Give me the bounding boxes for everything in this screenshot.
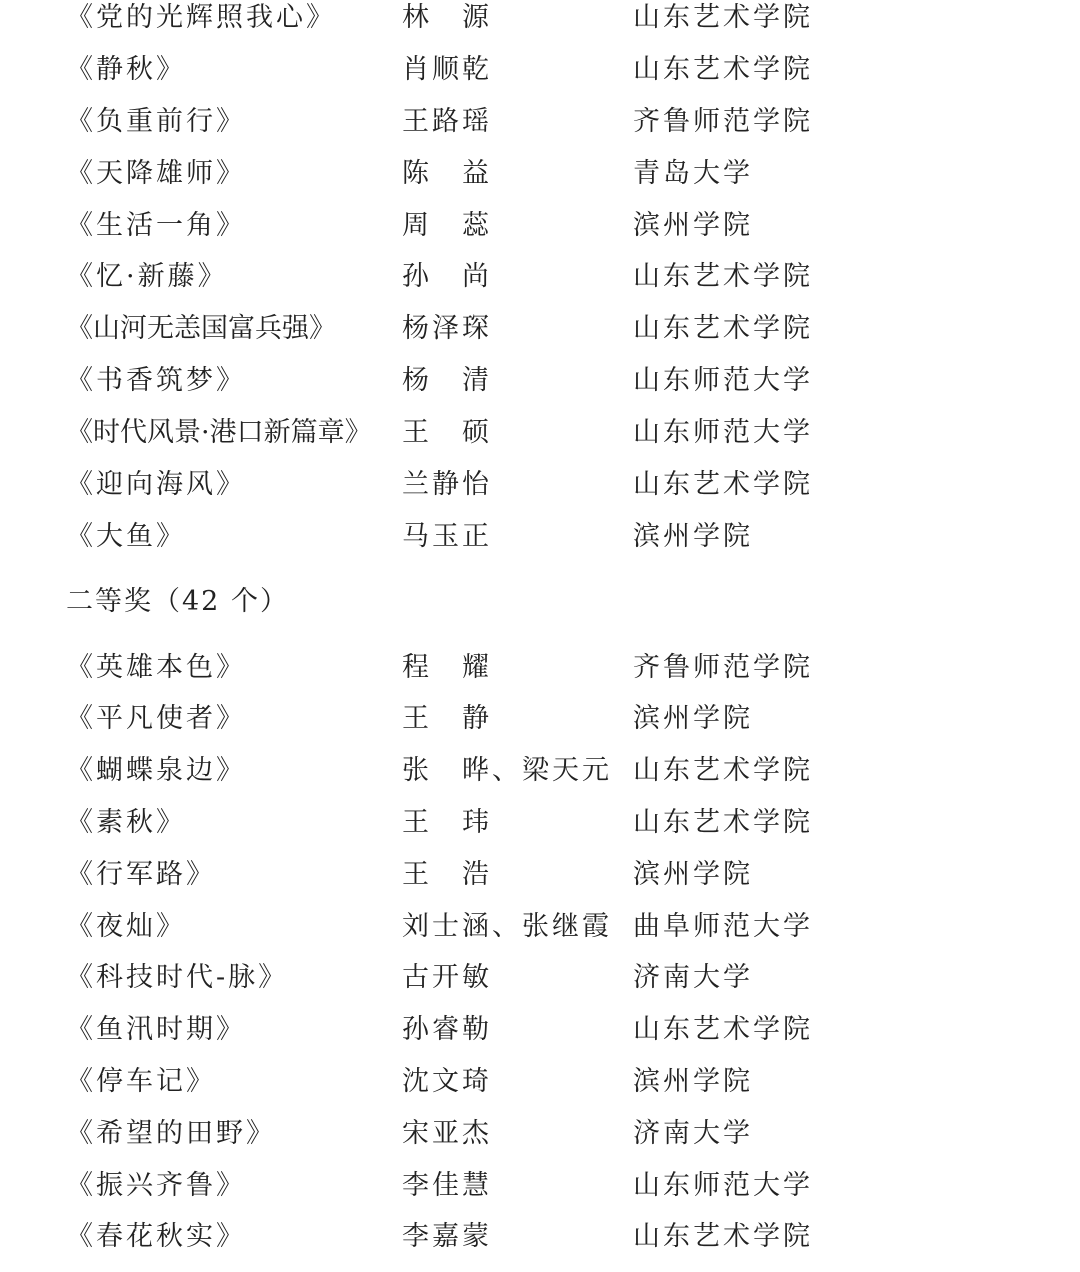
author-name: 刘士涵、张继霞 [402,911,612,942]
author-name: 宋亚杰 [402,1118,492,1149]
list-item [0,154,1080,194]
school-name: 济南大学 [633,962,753,993]
author-name: 杨 清 [402,365,492,396]
work-title: 《素秋》 [66,807,186,838]
list-item [0,648,1080,688]
author-name: 孙 尚 [402,261,492,292]
list-item [0,1010,1080,1050]
school-name: 山东师范大学 [633,1170,813,1201]
work-title: 《忆·新藤》 [66,261,228,292]
work-title: 《夜灿》 [66,911,186,942]
author-name: 沈文琦 [402,1066,492,1097]
list-item [0,1062,1080,1102]
author-name: 林 源 [402,2,492,33]
work-title: 《行军路》 [66,859,216,890]
school-name: 山东艺术学院 [633,2,813,33]
school-name: 山东艺术学院 [633,54,813,85]
list-item [0,206,1080,246]
author-name: 程 耀 [402,652,492,683]
school-name: 山东艺术学院 [633,807,813,838]
school-name: 山东艺术学院 [633,1221,813,1252]
list-item [0,309,1080,349]
work-title: 《时代风景·港口新篇章》 [66,417,372,448]
author-name: 张 晔、梁天元 [402,755,612,786]
list-item [0,803,1080,843]
work-title: 《大鱼》 [66,521,186,552]
author-name: 王 浩 [402,859,492,890]
school-name: 山东艺术学院 [633,469,813,500]
author-name: 王路瑶 [402,106,492,137]
author-name: 李嘉蒙 [402,1221,492,1252]
section-heading-second-prize: 二等奖（42 个） [66,586,289,617]
list-item [0,517,1080,557]
author-name: 李佳慧 [402,1170,492,1201]
author-name: 兰静怡 [402,469,492,500]
list-item [0,751,1080,791]
list-item [0,855,1080,895]
work-title: 《希望的田野》 [66,1118,276,1149]
list-item [0,1114,1080,1154]
work-title: 《振兴齐鲁》 [66,1170,246,1201]
list-item [0,907,1080,947]
work-title: 《停车记》 [66,1066,216,1097]
list-item [0,413,1080,453]
work-title: 《静秋》 [66,54,186,85]
work-title: 《英雄本色》 [66,652,246,683]
school-name: 青岛大学 [633,158,753,189]
school-name: 山东艺术学院 [633,755,813,786]
school-name: 曲阜师范大学 [633,911,813,942]
school-name: 滨州学院 [633,521,753,552]
work-title: 《春花秋实》 [66,1221,246,1252]
author-name: 古开敏 [402,962,492,993]
school-name: 山东艺术学院 [633,313,813,344]
school-name: 山东师范大学 [633,365,813,396]
list-item [0,958,1080,998]
school-name: 滨州学院 [633,703,753,734]
school-name: 齐鲁师范学院 [633,106,813,137]
list-item [0,1217,1080,1257]
work-title: 《生活一角》 [66,210,246,241]
list-item [0,1166,1080,1206]
work-title: 《鱼汛时期》 [66,1014,246,1045]
list-item [0,50,1080,90]
list-item [0,102,1080,142]
work-title: 《负重前行》 [66,106,246,137]
work-title: 《科技时代-脉》 [66,962,289,993]
work-title: 《天降雄师》 [66,158,246,189]
list-item [0,465,1080,505]
author-name: 王 静 [402,703,492,734]
work-title: 《书香筑梦》 [66,365,246,396]
work-title: 《平凡使者》 [66,703,246,734]
list-item [0,699,1080,739]
author-name: 孙睿勒 [402,1014,492,1045]
author-name: 王 玮 [402,807,492,838]
list-item [0,0,1080,38]
work-title: 《蝴蝶泉边》 [66,755,246,786]
work-title: 《迎向海风》 [66,469,246,500]
work-title: 《山河无恙国富兵强》 [66,313,336,344]
author-name: 周 蕊 [402,210,492,241]
list-item [0,361,1080,401]
school-name: 山东艺术学院 [633,1014,813,1045]
author-name: 王 硕 [402,417,492,448]
school-name: 山东师范大学 [633,417,813,448]
school-name: 滨州学院 [633,1066,753,1097]
author-name: 杨泽琛 [402,313,492,344]
author-name: 陈 益 [402,158,492,189]
school-name: 滨州学院 [633,859,753,890]
author-name: 肖顺乾 [402,54,492,85]
work-title: 《党的光辉照我心》 [66,2,336,33]
author-name: 马玉正 [402,521,492,552]
school-name: 齐鲁师范学院 [633,652,813,683]
school-name: 济南大学 [633,1118,753,1149]
school-name: 滨州学院 [633,210,753,241]
school-name: 山东艺术学院 [633,261,813,292]
list-item [0,257,1080,297]
